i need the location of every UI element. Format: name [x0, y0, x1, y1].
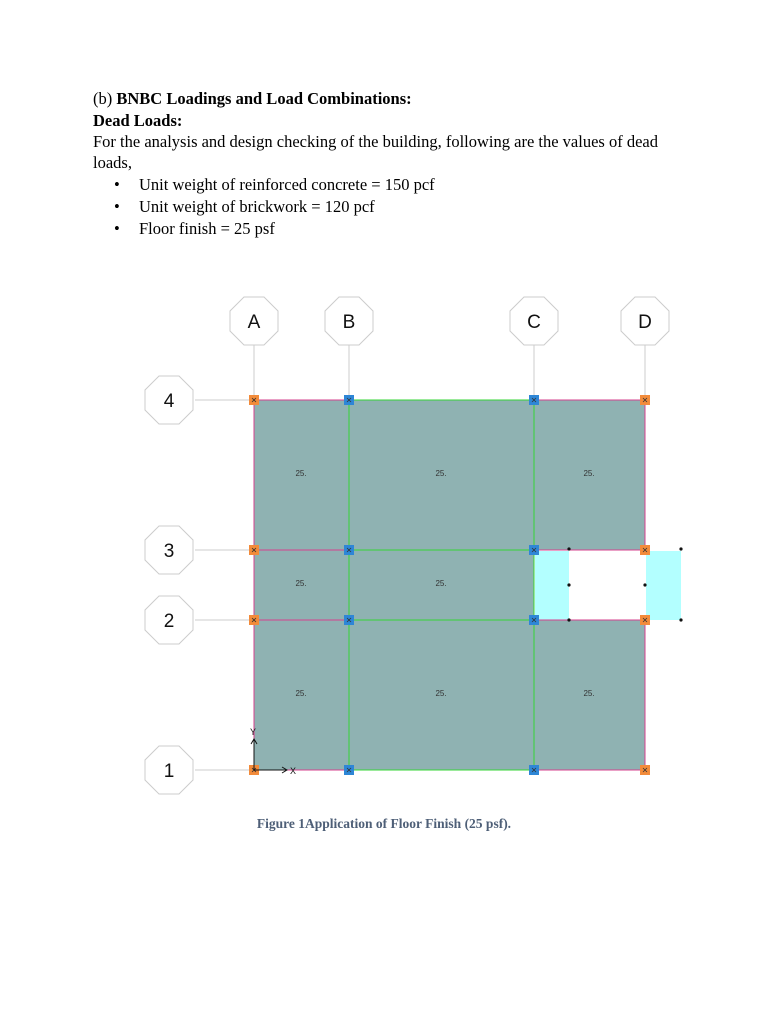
slab-panels: [254, 400, 645, 770]
grid-bubble-3: [145, 526, 193, 574]
grid-bubble-4: [145, 376, 193, 424]
list-item: • Floor finish = 25 psf: [112, 218, 435, 240]
grid-label-d: D: [638, 312, 652, 333]
opening-panels: [535, 551, 681, 620]
x-axis-label: X: [290, 766, 297, 776]
list-item: • Unit weight of reinforced concrete = 150 pcf: [112, 174, 435, 196]
section-title: BNBC Loadings and Load Combinations:: [116, 89, 412, 108]
load-label: 25.: [583, 469, 595, 478]
list-item: • Unit weight of brickwork = 120 pcf: [112, 196, 435, 218]
grid-bubble-1: [145, 746, 193, 794]
row-grid-bubbles: [145, 376, 193, 794]
figure-caption: Figure 1Application of Floor Finish (25 psf).: [256, 816, 512, 831]
section-prefix: (b): [93, 89, 113, 108]
grid-label-4: 4: [163, 391, 175, 412]
grid-label-c: C: [527, 312, 541, 333]
grid-bubble-2: [145, 596, 193, 644]
load-label: 25.: [295, 469, 307, 478]
opening-strip-left: [535, 551, 569, 620]
opening-strip-right: [646, 551, 681, 620]
load-label: 25.: [435, 579, 447, 588]
load-label: 25.: [295, 579, 307, 588]
load-label: 25.: [435, 689, 447, 698]
grid-label-3: 3: [163, 541, 175, 562]
grid-bubble-c: [510, 297, 558, 345]
grid-label-1: 1: [163, 761, 175, 782]
load-label: 25.: [295, 689, 307, 698]
dead-loads-heading: Dead Loads:: [93, 111, 183, 130]
column-grid-bubbles: [230, 297, 669, 345]
grid-bubble-b: [325, 297, 373, 345]
load-label: 25.: [583, 689, 595, 698]
grid-label-a: A: [247, 312, 261, 333]
load-label: 25.: [435, 469, 447, 478]
grid-bubble-a: [230, 297, 278, 345]
intro-paragraph: For the analysis and design checking of the building, following are the values of dead loads,: [93, 132, 658, 172]
grid-label-b: B: [342, 312, 356, 333]
grid-bubble-d: [621, 297, 669, 345]
grid-label-2: 2: [163, 611, 175, 632]
y-axis-label: Y: [250, 727, 257, 737]
